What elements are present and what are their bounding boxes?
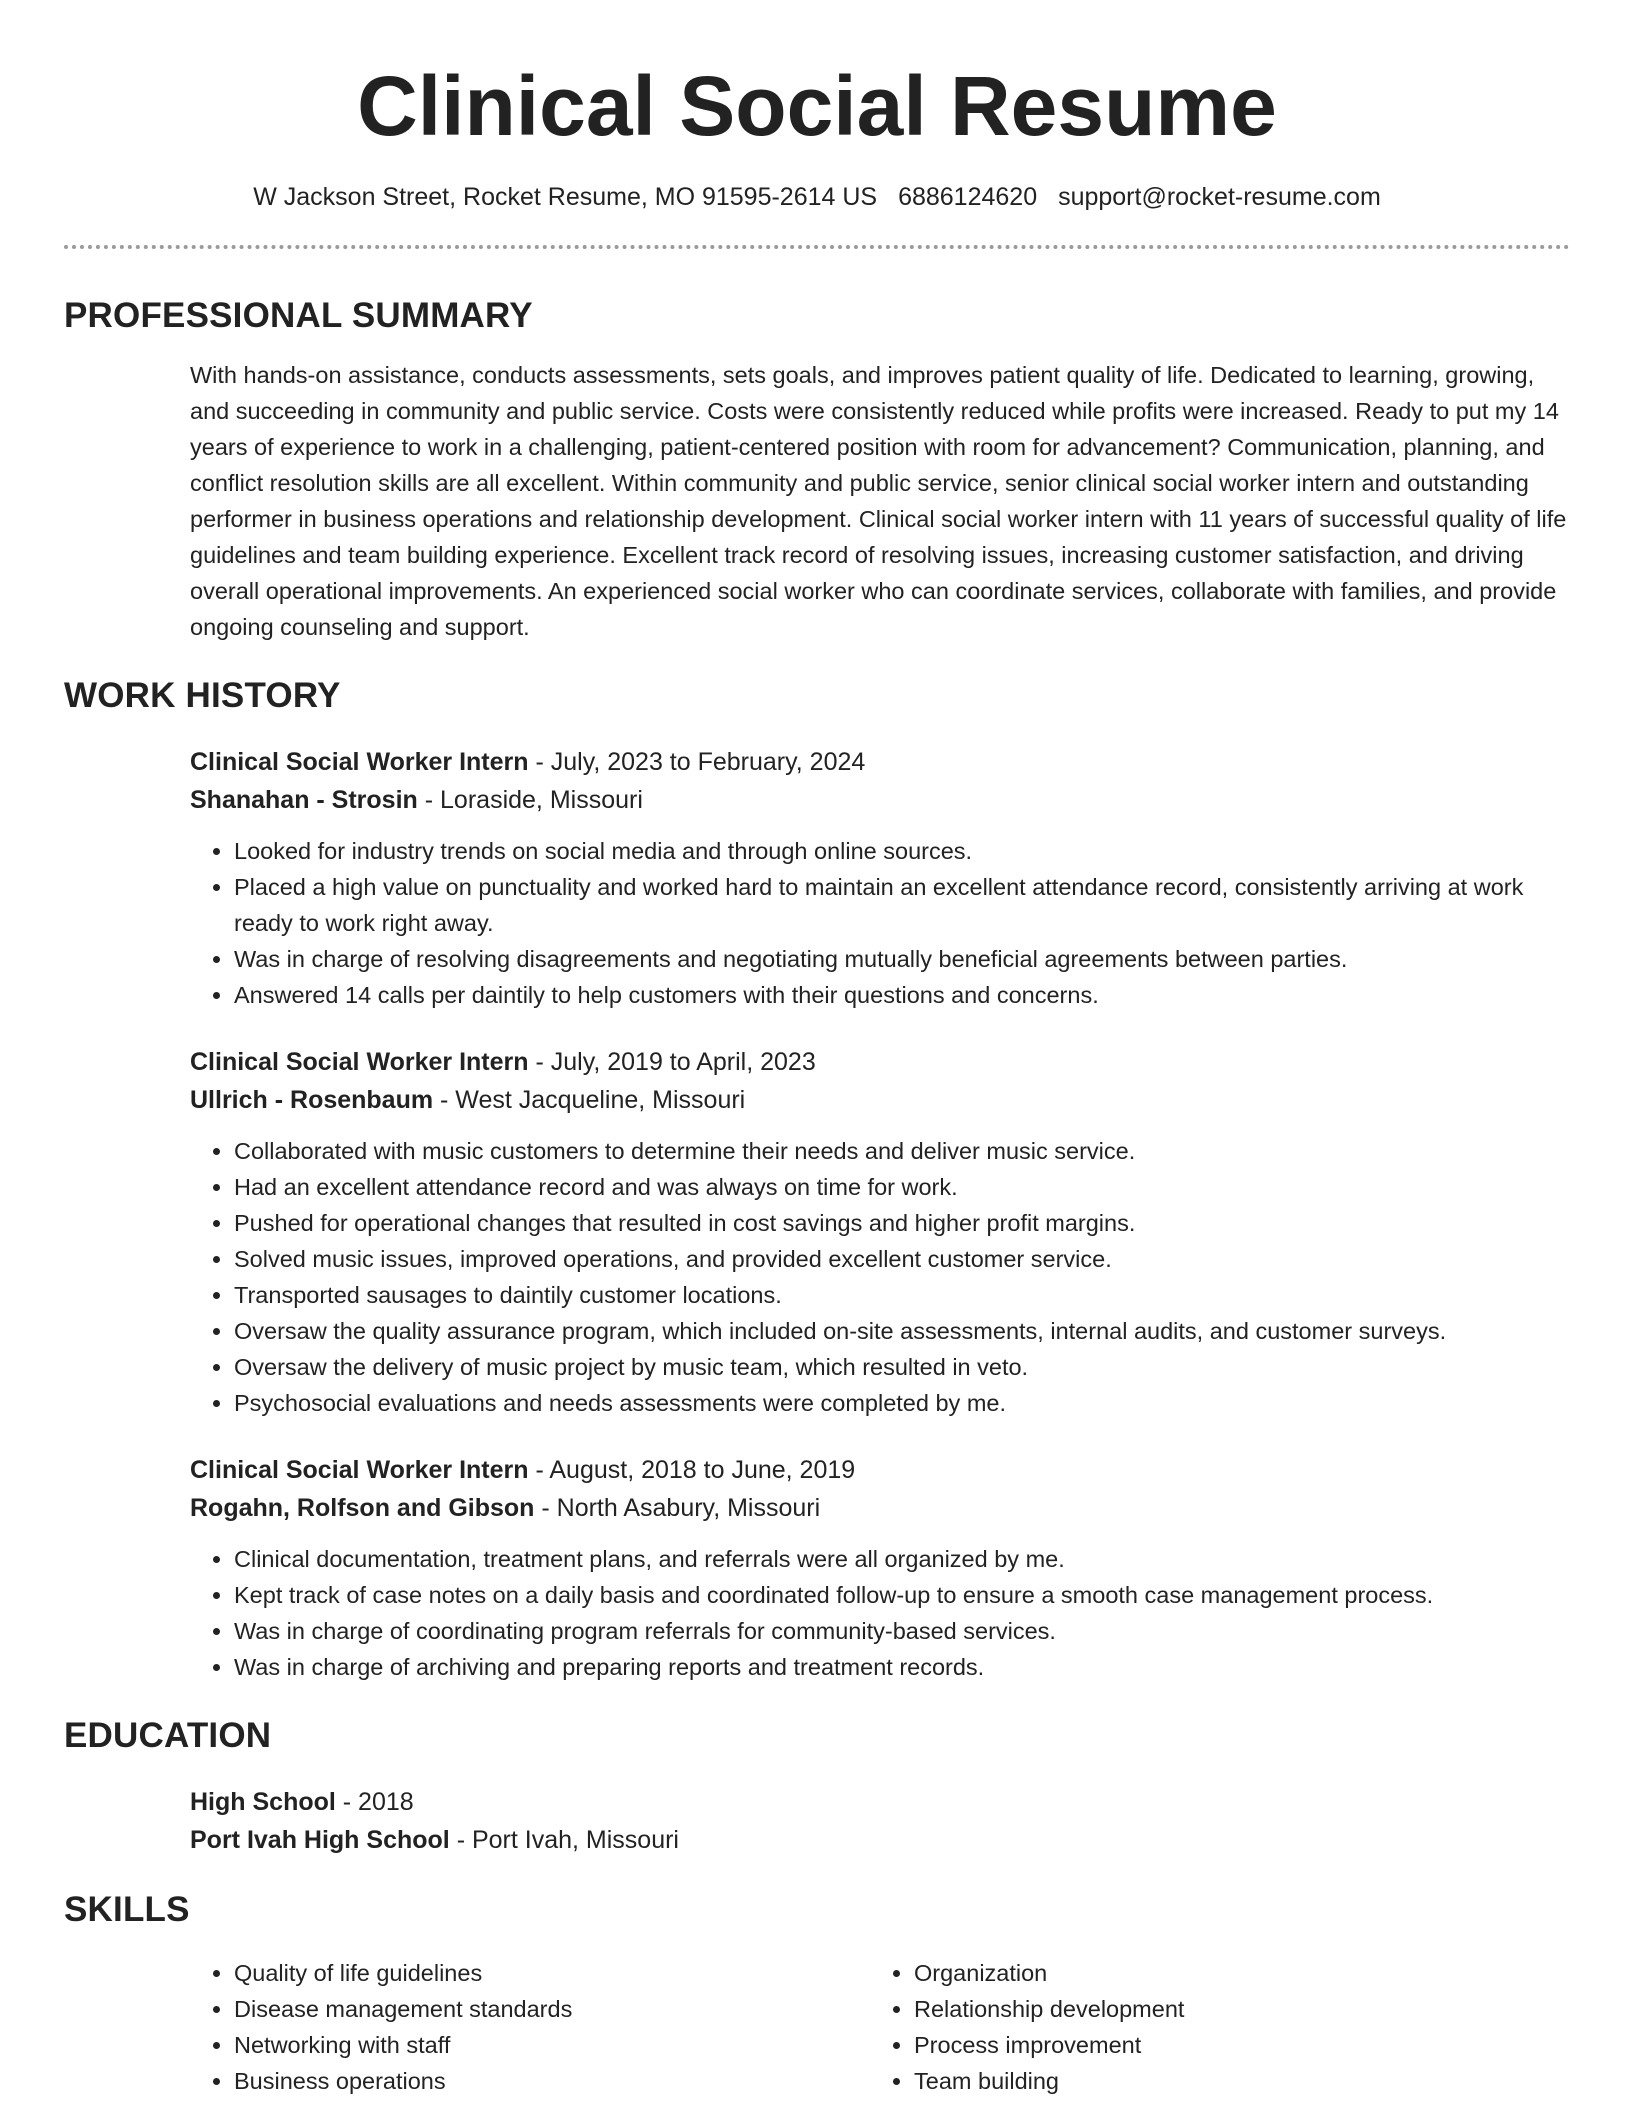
job-dates: - August, 2018 to June, 2019 <box>528 1456 856 1484</box>
education-degree: High School <box>190 1788 336 1816</box>
job-duty: • Oversaw the quality assurance program, which included on-site assessments, internal audits, and customer surveys. <box>234 1313 1570 1349</box>
contact-address: W Jackson Street, Rocket Resume, MO 91595-2614 US <box>253 183 878 211</box>
skill-item: • Team building <box>914 2063 1550 2099</box>
job-company: Shanahan - Strosin <box>190 786 418 814</box>
header-divider <box>64 245 1570 249</box>
job-location: - West Jacqueline, Missouri <box>433 1086 746 1114</box>
skill-item: • Process improvement <box>914 2027 1550 2063</box>
job-duty: • Was in charge of resolving disagreements and negotiating mutually beneficial agreements between parties. <box>234 941 1570 977</box>
job-dates: - July, 2023 to February, 2024 <box>528 748 866 776</box>
skill-item: • Organization <box>914 1955 1550 1991</box>
contact-line <box>64 180 1570 214</box>
job-duty: • Oversaw the delivery of music project by music team, which resulted in veto. <box>234 1349 1570 1385</box>
job-duty: • Placed a high value on punctuality and worked hard to maintain an excellent attendance record, consistently arriving at work ready to work right away. <box>234 869 1570 941</box>
job-duty: • Collaborated with music customers to determine their needs and deliver music service. <box>234 1133 1570 1169</box>
job-entry <box>190 1043 1570 1421</box>
work-history-heading: WORK HISTORY <box>64 676 341 715</box>
resume-page <box>64 0 1570 2099</box>
job-company: Ullrich - Rosenbaum <box>190 1086 434 1114</box>
contact-phone: 6886124620 <box>898 183 1038 211</box>
job-duty: • Solved music issues, improved operations, and provided excellent customer service. <box>234 1241 1570 1277</box>
job-title-line <box>190 1043 1570 1081</box>
education-location: - Port Ivah, Missouri <box>449 1826 679 1854</box>
summary-heading: PROFESSIONAL SUMMARY <box>64 296 533 335</box>
job-role: Clinical Social Worker Intern <box>190 1456 529 1484</box>
skill-item: • Networking with staff <box>234 2027 870 2063</box>
job-title-line <box>190 743 1570 781</box>
skills-heading: SKILLS <box>64 1890 190 1929</box>
job-duties <box>190 1541 1570 1685</box>
job-entry <box>190 1451 1570 1685</box>
job-duty: • Clinical documentation, treatment plans, and referrals were all organized by me. <box>234 1541 1570 1577</box>
education-entry <box>190 1783 1570 1859</box>
job-role: Clinical Social Worker Intern <box>190 1048 529 1076</box>
education-year: - 2018 <box>335 1788 414 1816</box>
job-company-line <box>190 1489 1570 1527</box>
education-degree-line <box>190 1783 1570 1821</box>
job-duties <box>190 833 1570 1013</box>
job-duty: • Looked for industry trends on social media and through online sources. <box>234 833 1570 869</box>
job-company-line <box>190 781 1570 819</box>
education-school: Port Ivah High School <box>190 1826 450 1854</box>
skill-item: • Relationship development <box>914 1991 1550 2027</box>
skills-column-left <box>190 1955 870 2099</box>
education-school-line <box>190 1821 1570 1859</box>
job-role: Clinical Social Worker Intern <box>190 748 529 776</box>
job-duty: • Answered 14 calls per daintily to help customers with their questions and concerns. <box>234 977 1570 1013</box>
job-dates: - July, 2019 to April, 2023 <box>528 1048 816 1076</box>
skill-item: • Business operations <box>234 2063 870 2099</box>
work-history-list <box>190 743 1570 1685</box>
skills-column-right <box>870 1955 1550 2099</box>
resume-name: Clinical Social Resume <box>357 59 1277 153</box>
education-heading: EDUCATION <box>64 1716 272 1755</box>
skill-item: • Disease management standards <box>234 1991 870 2027</box>
job-duties <box>190 1133 1570 1421</box>
job-duty: • Kept track of case notes on a daily basis and coordinated follow-up to ensure a smooth case management process. <box>234 1577 1570 1613</box>
job-duty: • Transported sausages to daintily customer locations. <box>234 1277 1570 1313</box>
job-duty: • Psychosocial evaluations and needs assessments were completed by me. <box>234 1385 1570 1421</box>
job-duty: • Was in charge of archiving and preparing reports and treatment records. <box>234 1649 1570 1685</box>
contact-email[interactable]: support@rocket-resume.com <box>1058 183 1381 211</box>
job-duty: • Pushed for operational changes that resulted in cost savings and higher profit margins. <box>234 1205 1570 1241</box>
skill-item: • Quality of life guidelines <box>234 1955 870 1991</box>
summary-text: With hands-on assistance, conducts assessments, sets goals, and improves patient quality of life. Dedicated to learning, growing, and succeeding in community and public service. Costs were consistently reduced while profits were increased. Ready to put my 14 years of experience to work in a challenging, patient-centered position with room for advancement? Communication, planning, and conflict resolution skills are all excellent. Within community and public service, senior clinical social worker intern and outstanding performer in business operations and relationship development. Clinical social worker intern with 11 years of successful quality of life guidelines and team building experience. Excellent track record of resolving issues, increasing customer satisfaction, and driving overall operational improvements. An experienced social worker who can coordinate services, collaborate with families, and provide ongoing counseling and support. <box>190 362 1567 640</box>
job-location: - Loraside, Missouri <box>417 786 643 814</box>
job-company-line <box>190 1081 1570 1119</box>
job-duty: • Was in charge of coordinating program referrals for community-based services. <box>234 1613 1570 1649</box>
job-location: - North Asabury, Missouri <box>534 1494 821 1522</box>
skills-grid <box>190 1955 1570 2099</box>
job-entry <box>190 743 1570 1013</box>
job-title-line <box>190 1451 1570 1489</box>
job-duty: • Had an excellent attendance record and was always on time for work. <box>234 1169 1570 1205</box>
job-company: Rogahn, Rolfson and Gibson <box>190 1494 535 1522</box>
